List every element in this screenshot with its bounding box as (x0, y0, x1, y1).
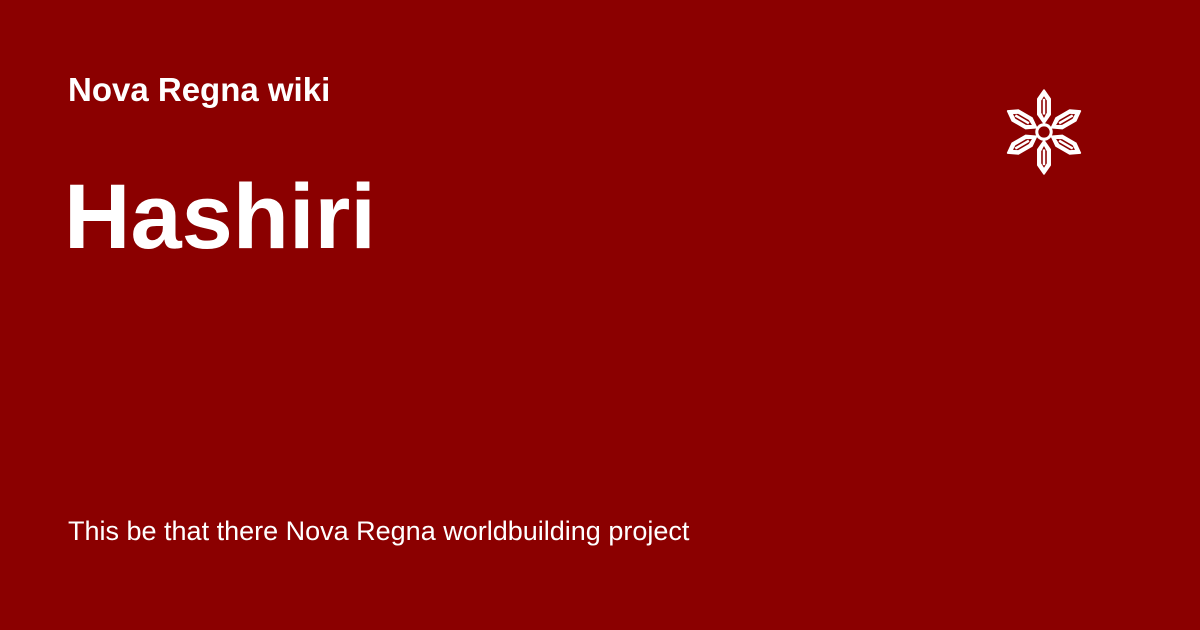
snowflake-emblem-icon (1000, 84, 1088, 180)
site-tagline: This be that there Nova Regna worldbuilding project (68, 516, 690, 546)
site-name: Nova Regna wiki (68, 71, 331, 108)
page-title: Hashiri (64, 166, 376, 268)
